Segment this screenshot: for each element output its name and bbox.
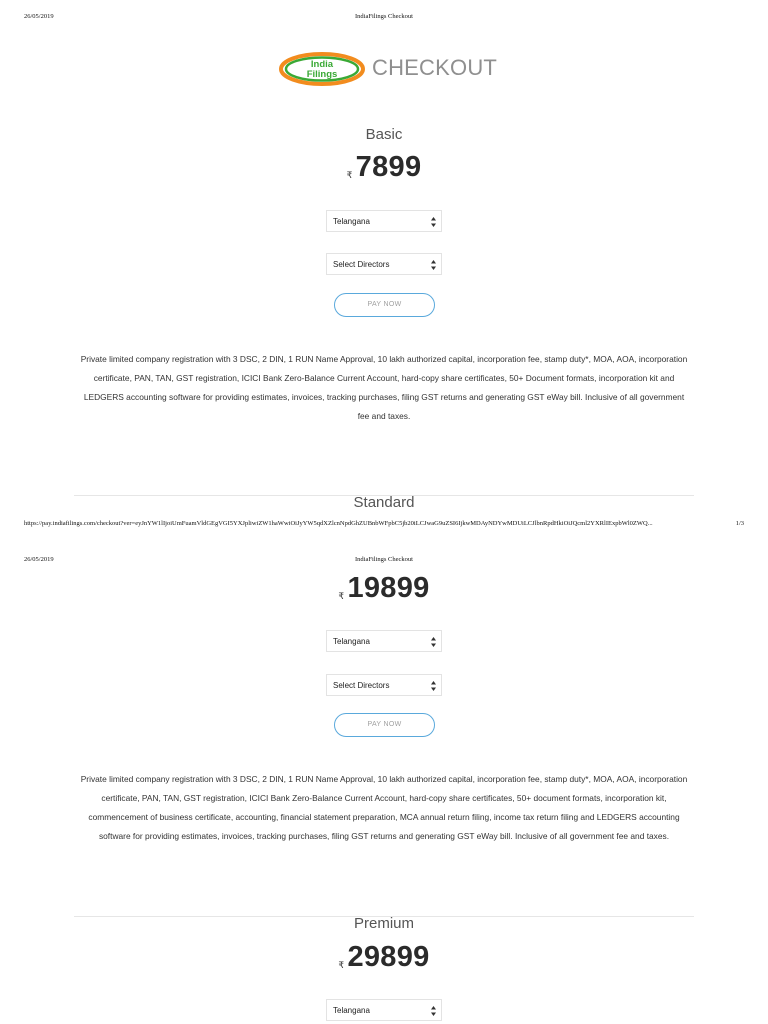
print-date: 26/05/2019: [24, 13, 54, 20]
pay-now-button-standard[interactable]: PAY NOW: [334, 713, 435, 737]
price-value: 29899: [347, 941, 430, 973]
print-header-page1: [0, 13, 768, 25]
directors-select-value: Select Directors: [333, 260, 390, 269]
price-basic: [0, 151, 768, 184]
directors-select-basic[interactable]: [326, 253, 442, 275]
print-url: https://pay.indiafilings.com/checkout?ver=eyJnYW1lIjoiUmFuamVldGEgVGI5YXJpliwiZW1haWwiOiJyYW5qdXZlcnNpdGhZUBnbWFpbC5jb20iLCJwaG9uZSI6IjkwMDAyNDYwMDUiLCJlbnRpdHkiOiJQcml2YXRlIExpbWl0ZWQ...: [24, 520, 653, 527]
state-select-value: Telangana: [333, 1006, 370, 1015]
plan-name-basic: Basic: [365, 126, 403, 143]
select-arrows-icon: [431, 637, 436, 647]
print-title: IndiaFilings Checkout: [355, 556, 413, 563]
pay-now-button-basic[interactable]: PAY NOW: [334, 293, 435, 317]
currency-symbol: ₹: [338, 960, 345, 970]
price-premium: [0, 941, 768, 974]
select-arrows-icon: [431, 260, 436, 270]
plan-name-standard: Standard: [353, 494, 415, 511]
print-page-number: 1/3: [735, 520, 744, 527]
print-header-page2: [0, 556, 768, 568]
price-value: 19899: [347, 572, 430, 604]
print-date: 26/05/2019: [24, 556, 54, 563]
state-select-standard[interactable]: [326, 630, 442, 652]
plan-description-basic: Private limited company registration with 3 DSC, 2 DIN, 1 RUN Name Approval, 10 lakh authorized capital, incorporation fee, stamp duty*, MOA, AOA, incorporation certificate, PAN, TAN, GST registration, ICICI Bank Zero-Balance Current Account, hard-copy share certificates, 50+ Document formats, incorporation kit and LEDGERS accounting software for providing estimates, invoices, tracking purchases, filing GST returns and generating GST eWay bill. Inclusive of all government fee and taxes.: [80, 354, 688, 421]
checkout-heading: CHECKOUT: [372, 55, 498, 80]
state-select-value: Telangana: [333, 217, 370, 226]
state-select-value: Telangana: [333, 637, 370, 646]
plan-name-premium: Premium: [353, 915, 414, 932]
directors-select-value: Select Directors: [333, 681, 390, 690]
price-value: 7899: [355, 151, 422, 183]
price-standard: [0, 572, 768, 605]
select-arrows-icon: [431, 681, 436, 691]
indiafilings-logo[interactable]: [279, 50, 499, 88]
indiafilings-logo-icon: [279, 52, 365, 86]
currency-symbol: ₹: [346, 170, 353, 180]
print-title: IndiaFilings Checkout: [355, 13, 413, 20]
select-arrows-icon: [431, 217, 436, 227]
currency-symbol: ₹: [338, 591, 345, 601]
select-arrows-icon: [431, 1006, 436, 1016]
print-footer-page1: [0, 520, 768, 532]
state-select-basic[interactable]: [326, 210, 442, 232]
logo-line1: India: [310, 59, 334, 70]
plan-description-standard: Private limited company registration with 3 DSC, 2 DIN, 1 RUN Name Approval, 10 lakh authorized capital, incorporation fee, stamp duty*, MOA, AOA, incorporation certificate, PAN, TAN, GST registration, ICICI Bank Zero-Balance Current Account, hard-copy share certificates, 50+ document formats, incorporation kit, commencement of business certificate, accounting, financial statement preparation, MCA annual return filing, income tax return filing and LEDGERS accounting software for providing estimates, invoices, tracking purchases, filing GST returns and generating GST eWay bill. Inclusive of all government fee and taxes.: [80, 774, 688, 841]
logo-line2: Filings: [306, 69, 338, 80]
state-select-premium[interactable]: [326, 999, 442, 1021]
directors-select-standard[interactable]: [326, 674, 442, 696]
